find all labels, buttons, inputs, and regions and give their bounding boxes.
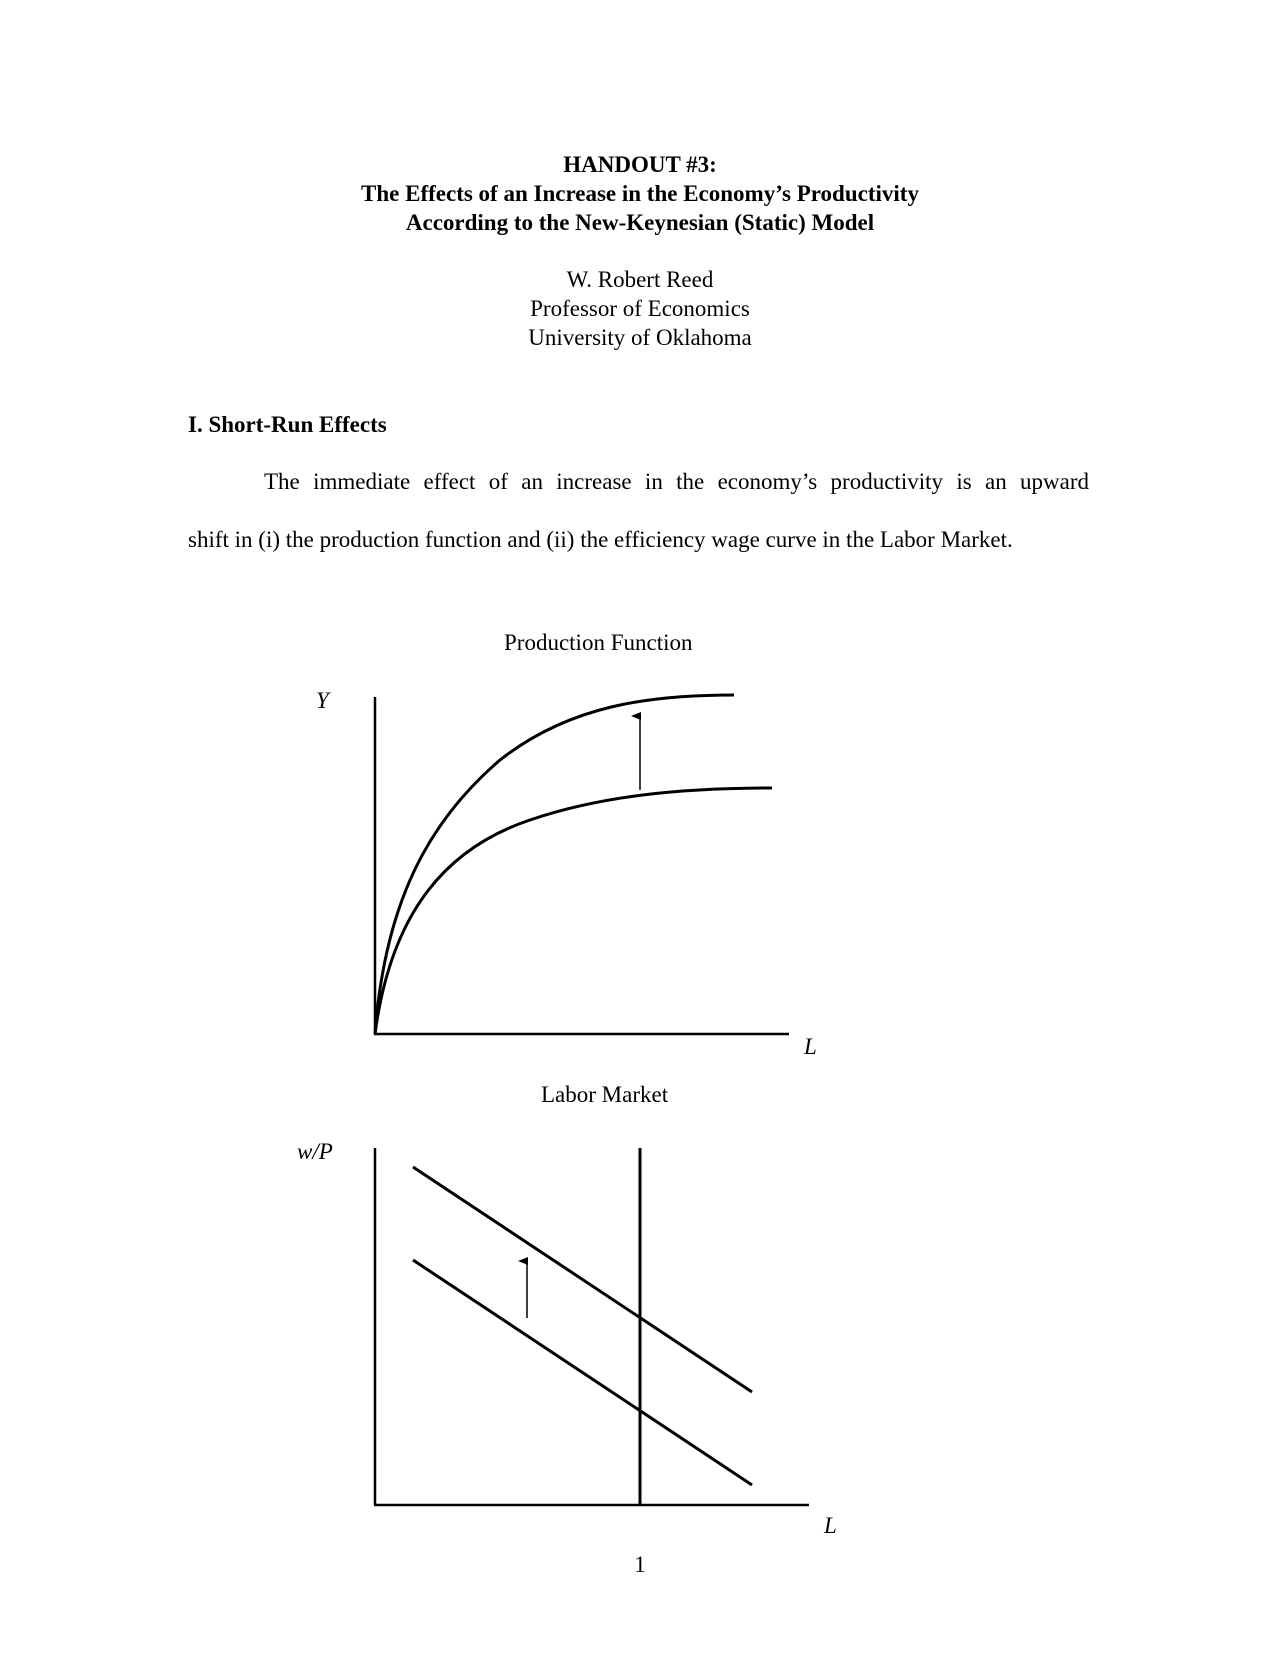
page-number: 1 — [634, 1552, 646, 1577]
paragraph-line-2: shift in (i) the production function and (ii) the efficiency wage curve in the Labor Market. — [188, 527, 1013, 552]
title-line-2: The Effects of an Increase in the Economy’s Productivity — [361, 181, 919, 206]
efficiency-wage-curve-original — [413, 1260, 752, 1485]
labor-market-title: Labor Market — [541, 1082, 669, 1107]
production-function-chart — [374, 695, 789, 1034]
labor-market-chart — [374, 1148, 809, 1505]
production-function-curve-original — [375, 788, 772, 1034]
production-function-curve-shifted — [375, 695, 734, 1034]
title-line-3: According to the New-Keynesian (Static) Model — [405, 210, 875, 235]
efficiency-wage-curve-shifted — [413, 1167, 752, 1392]
production-function-title: Production Function — [504, 630, 693, 655]
author-affiliation: University of Oklahoma — [528, 325, 752, 350]
title-line-1: HANDOUT #3: — [563, 152, 717, 177]
author-position: Professor of Economics — [530, 296, 750, 321]
production-function-y-label: Y — [316, 688, 329, 713]
production-function-x-label: L — [804, 1034, 817, 1059]
author-name: W. Robert Reed — [566, 267, 714, 292]
paragraph-line-1: The immediate effect of an increase in the economy’s productivity is an upward — [264, 469, 1089, 494]
labor-market-y-label: w/P — [297, 1139, 333, 1164]
labor-market-x-label: L — [824, 1513, 837, 1538]
section-heading: I. Short-Run Effects — [188, 412, 387, 437]
